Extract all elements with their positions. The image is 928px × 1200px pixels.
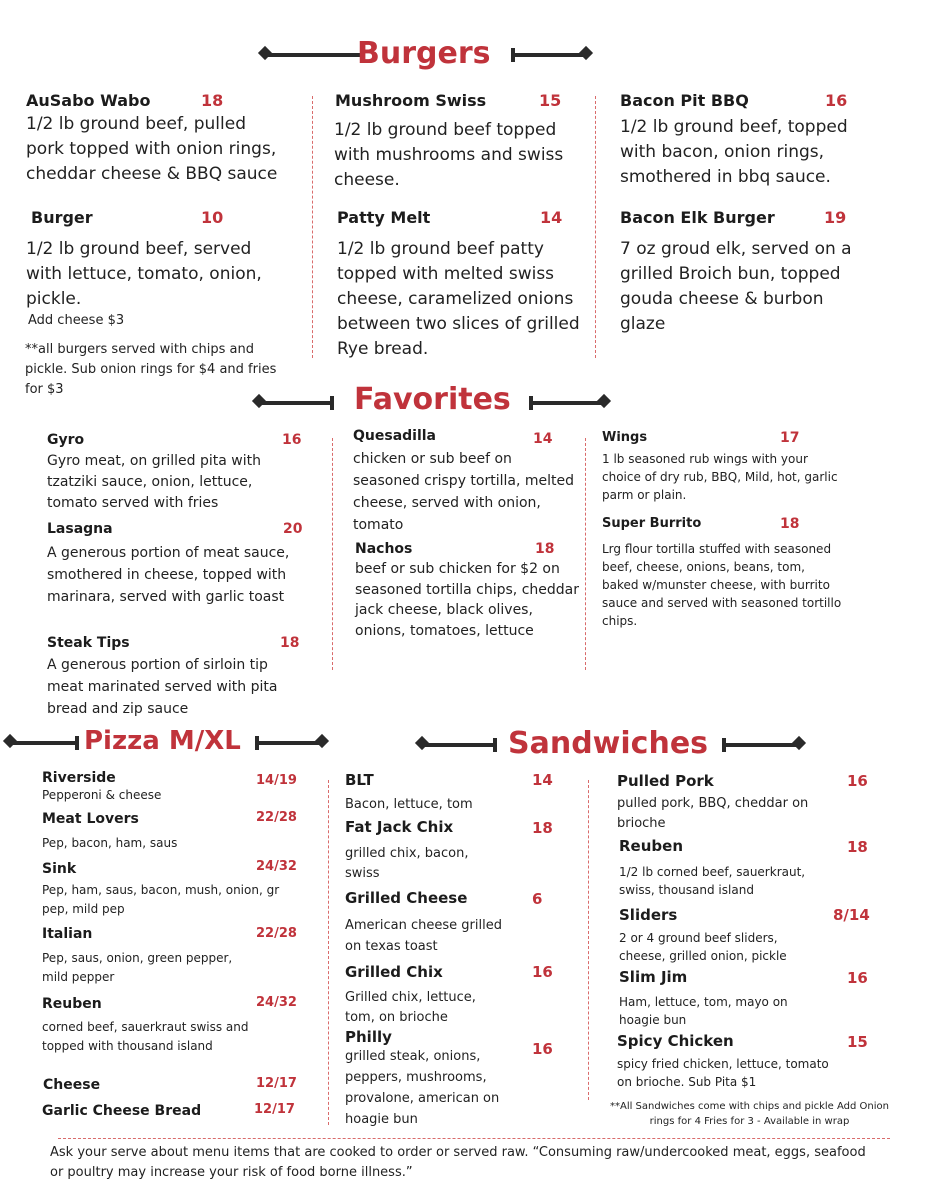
menu-item-description: Pepperoni & cheese (42, 788, 162, 802)
divider (328, 780, 329, 1125)
menu-item-description: grilled chix, bacon, swiss (345, 846, 469, 881)
menu-item-price: 14 (540, 208, 563, 227)
menu-item-price: 16 (847, 772, 868, 790)
menu-item-description: grilled steak, onions, peppers, mushrooms, provalone, american on hoagie bun (345, 1049, 500, 1127)
sandwiches-ornament-left (415, 736, 497, 754)
burgers-ornament-right (511, 46, 593, 64)
menu-item-name: Super Burrito (602, 516, 702, 531)
menu-item-name: Reuben (42, 996, 102, 1012)
menu-item-description: corned beef, sauerkraut swiss and topped with thousand island (42, 1020, 249, 1053)
menu-item-price: 6 (532, 890, 543, 908)
menu-item-price: 16 (825, 91, 848, 110)
menu-item-name: Italian (42, 926, 93, 942)
menu-item-price: 22/28 (256, 926, 297, 941)
menu-item-description: Gyro meat, on grilled pita with tzatziki sauce, onion, lettuce, tomato served with fries (47, 453, 261, 511)
sandwiches-ornament-right (722, 736, 806, 754)
menu-item-price: 16 (847, 969, 868, 987)
menu-item-name: Meat Lovers (42, 811, 139, 827)
sandwiches-title: Sandwiches (508, 726, 709, 761)
divider (332, 438, 333, 670)
menu-item-name: Spicy Chicken (617, 1032, 734, 1050)
menu-item-price: 12/17 (254, 1102, 295, 1117)
menu-item-price: 22/28 (256, 810, 297, 825)
menu-item-description: beef or sub chicken for $2 on seasoned tortilla chips, cheddar jack cheese, black olives, onions, tomatoes, lettuce (355, 561, 579, 639)
menu-item-name: BLT (345, 771, 374, 789)
menu-item-name: Bacon Pit BBQ (620, 91, 749, 110)
menu-item-price: 10 (201, 208, 224, 227)
menu-item-description: Bacon, lettuce, tom (345, 797, 473, 812)
divider (585, 438, 586, 670)
menu-item-description: Grilled chix, lettuce, tom, on brioche (345, 990, 476, 1025)
menu-item-name: Sink (42, 861, 77, 877)
pizza-ornament-left (3, 734, 79, 752)
menu-item-name: Reuben (619, 837, 683, 855)
menu-item-name: Philly (345, 1028, 392, 1046)
menu-item-name: Mushroom Swiss (335, 91, 487, 110)
menu-item-description: A generous portion of meat sauce, smothered in cheese, topped with marinara, served with garlic toast (47, 545, 290, 605)
menu-item-name: Patty Melt (337, 208, 431, 227)
menu-item-price: 18 (201, 91, 224, 110)
menu-item-name: Lasagna (47, 521, 113, 537)
pizza-ornament-right (255, 734, 329, 752)
menu-item-description: Pep, bacon, ham, saus (42, 836, 178, 850)
menu-item-price: 14 (532, 771, 553, 789)
menu-item-name: Grilled Cheese (345, 889, 468, 907)
divider (58, 1138, 890, 1139)
menu-item-name: Quesadilla (353, 428, 437, 444)
menu-item-description: Pep, saus, onion, green pepper, mild pepper (42, 951, 233, 984)
menu-item-price: 24/32 (256, 859, 297, 874)
menu-item-price: 16 (532, 963, 553, 981)
menu-item-description: 7 oz groud elk, served on a grilled Broich bun, topped gouda cheese & burbon glaze (620, 239, 852, 334)
menu-item-price: 16 (282, 432, 302, 448)
menu-item-name: Nachos (355, 541, 413, 557)
menu-item-name: Pulled Pork (617, 772, 714, 790)
menu-item-description: spicy fried chicken, lettuce, tomato on brioche. Sub Pita $1 (617, 1057, 829, 1089)
menu-item-price: 12/17 (256, 1076, 297, 1091)
menu-item-description: Pep, ham, saus, bacon, mush, onion, gr pep, mild pep (42, 883, 280, 916)
menu-item-name: Steak Tips (47, 635, 130, 651)
menu-item-description: 1/2 lb ground beef, served with lettuce, tomato, onion, pickle. (26, 239, 262, 309)
menu-item-price: 19 (824, 208, 847, 227)
menu-item-description: 1/2 lb corned beef, sauerkraut, swiss, thousand island (619, 865, 806, 897)
menu-item-description: Ham, lettuce, tom, mayo on hoagie bun (619, 995, 788, 1027)
menu-item-price: 8/14 (833, 906, 870, 924)
menu-item-price: 20 (283, 521, 303, 537)
menu-item-description: Lrg flour tortilla stuffed with seasoned beef, cheese, onions, beans, tom, baked w/munster cheese, with burrito sauce and served with seasoned tortillo chips. (602, 542, 842, 628)
menu-item-name: Grilled Chix (345, 963, 443, 981)
burgers-title: Burgers (357, 36, 491, 71)
burgers-note: **all burgers served with chips and pickle. Sub onion rings for $4 and fries for $3 (25, 342, 277, 397)
menu-item-description: pulled pork, BBQ, cheddar on brioche (617, 796, 809, 831)
pizza-title: Pizza M/XL (84, 726, 241, 756)
favorites-title: Favorites (354, 382, 511, 417)
menu-item-description: 1/2 lb ground beef topped with mushrooms and swiss cheese. (334, 120, 564, 190)
menu-item-name: Fat Jack Chix (345, 818, 454, 836)
menu-item-price: 18 (280, 635, 300, 651)
menu-item-name: Wings (602, 430, 648, 445)
menu-item-name: Slim Jim (619, 968, 688, 986)
menu-item-price: 18 (780, 516, 800, 532)
divider (312, 96, 313, 358)
menu-item-price: 18 (847, 838, 868, 856)
menu-item-price: 17 (780, 430, 800, 446)
sandwiches-note: **All Sandwiches come with chips and pickle Add Onion rings for 4 Fries for 3 - Available in wrap (609, 1101, 889, 1127)
menu-item-description: 2 or 4 ground beef sliders, cheese, grilled onion, pickle (619, 931, 787, 963)
menu-item-name: Gyro (47, 432, 85, 448)
menu-item-name: Burger (31, 208, 93, 227)
menu-item-name: Riverside (42, 770, 116, 786)
menu-item-price: 15 (539, 91, 562, 110)
menu-item-name: Garlic Cheese Bread (42, 1103, 202, 1119)
favorites-ornament-right (529, 394, 611, 412)
food-safety-disclaimer: Ask your serve about menu items that are cooked to order or served raw. “Consuming raw/undercooked meat, eggs, seafood or poultry may increase your risk of food borne illness.” (50, 1145, 866, 1180)
menu-item-price: 16 (532, 1040, 553, 1058)
favorites-ornament-left (252, 394, 334, 412)
menu-item-name: Cheese (43, 1077, 101, 1093)
menu-item-description: American cheese grilled on texas toast (345, 918, 502, 954)
burgers-ornament-left (258, 46, 366, 64)
menu-item-price: 18 (532, 819, 553, 837)
menu-item-name: Bacon Elk Burger (620, 208, 775, 227)
menu-item-description: A generous portion of sirloin tip meat marinated served with pita bread and zip sauce (47, 657, 278, 717)
divider (588, 780, 589, 1100)
divider (595, 96, 596, 358)
add-cheese-note: Add cheese $3 (28, 313, 125, 328)
menu-item-price: 14 (533, 431, 553, 447)
menu-item-price: 24/32 (256, 995, 297, 1010)
menu-item-price: 14/19 (256, 773, 297, 788)
menu-item-name: Sliders (619, 906, 678, 924)
menu-item-description: 1 lb seasoned rub wings with your choice of dry rub, BBQ, Mild, hot, garlic parm or plain. (602, 452, 838, 502)
menu-item-description: 1/2 lb ground beef, pulled pork topped with onion rings, cheddar cheese & BBQ sauce (26, 114, 278, 184)
menu-item-price: 15 (847, 1033, 868, 1051)
menu-item-description: chicken or sub beef on seasoned crispy tortilla, melted cheese, served with onion, tomato (353, 451, 575, 533)
menu-item-description: 1/2 lb ground beef patty topped with melted swiss cheese, caramelized onions between two slices of grilled Rye bread. (337, 239, 580, 359)
menu-item-description: 1/2 lb ground beef, topped with bacon, onion rings, smothered in bbq sauce. (620, 117, 848, 187)
menu-item-price: 18 (535, 541, 555, 557)
menu-item-name: AuSabo Wabo (26, 91, 151, 110)
